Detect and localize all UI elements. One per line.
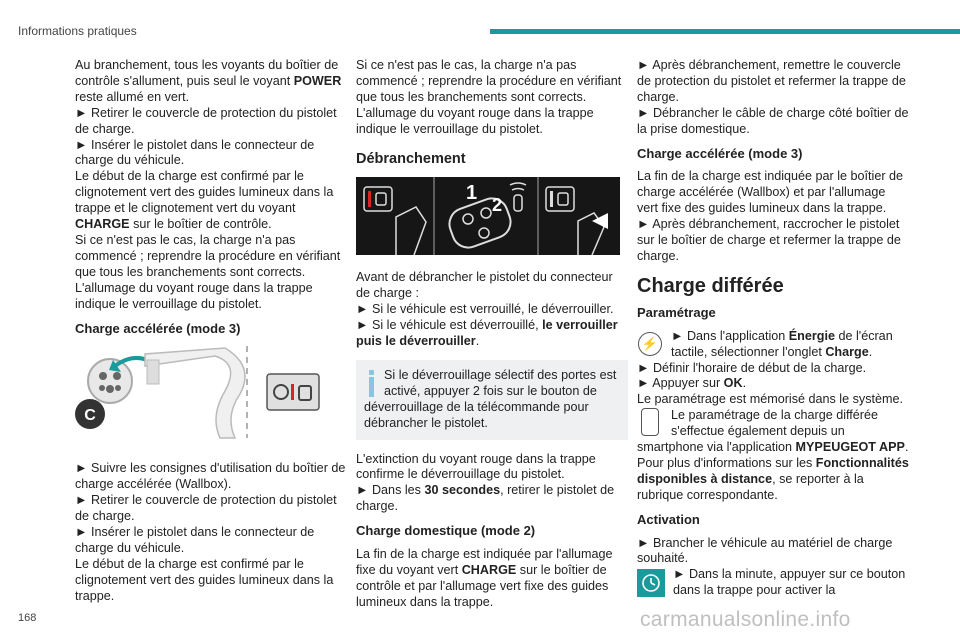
heading-debranchement: Débranchement [356, 150, 466, 167]
figure-unplug-steps [356, 177, 628, 260]
paragraph: Avant de débrancher le pistolet du connecteur de charge : [356, 270, 613, 301]
paragraph: La fin de la charge est indiquée par l'allumage fixe du voyant vert CHARGE sur le boîtier de contrôle et par l'allumage vert fixe des guides lumineux dans la trappe. [356, 547, 613, 609]
paragraph: ► Après débranchement, raccrocher le pistolet sur le boîtier de charge et refermer la trappe de charge. [637, 217, 901, 263]
energy-instruction: ⚡ ► Dans l'application Énergie de l'écran tactile, sélectionner l'onglet Charge. [637, 329, 909, 361]
paragraph: ► Brancher le véhicule au matériel de charge souhaité. [637, 535, 893, 566]
paragraph: ► Dans les 30 secondes, retirer le pistolet de charge. [356, 483, 615, 514]
paragraph: Le début de la charge est confirmé par le clignotement vert des guides lumineux dans la trappe et le clignotement vert du voyant CHARGE sur le boîtier de contrôle. [75, 169, 334, 232]
paragraph: L'allumage du voyant rouge dans la trappe indique le verrouillage du pistolet. [356, 105, 594, 136]
paragraph: Si ce n'est pas le cas, la charge n'a pas commencé ; reprendre la procédure en vérifiant que tous les branchements sont corrects. [75, 232, 341, 279]
paragraph: ► Débrancher le câble de charge côté boîtier de la prise domestique. [637, 105, 909, 136]
running-header: Informations pratiques [18, 24, 137, 38]
smartphone-instruction: Le paramétrage de la charge différée s'effectue également depuis un smartphone via l'application MYPEUGEOT APP. [637, 408, 909, 455]
heading-charge-differee: Charge différée [637, 274, 784, 297]
paragraph: Le début de la charge est confirmé par le clignotement vert des guides lumineux dans la trappe. [75, 556, 334, 603]
figure-callout-c: C [84, 407, 96, 425]
paragraph: Pour plus d'informations sur les Fonctionnalités disponibles à distance, se reporter à la rubrique correspondante. [637, 455, 909, 502]
paragraph: L'extinction du voyant rouge dans la trappe confirme le déverrouillage du pistolet. [356, 451, 596, 482]
page-number: 168 [18, 612, 37, 624]
paragraph: La fin de la charge est indiquée par le boîtier de charge accélérée (Wallbox) et par l'allumage vert fixe des guides lumineux dans la trappe. [637, 169, 904, 216]
paragraph: ► Si le véhicule est verrouillé, le déverrouiller. [356, 302, 614, 317]
info-icon [364, 368, 380, 398]
heading-mode3: Charge accélérée (mode 3) [637, 145, 803, 161]
watermark: carmanualsonline.info [640, 608, 851, 631]
paragraph: ► Après débranchement, remettre le couvercle de protection du pistolet et refermer la trappe de charge. [637, 58, 906, 104]
paragraph: Au branchement, tous les voyants du boîtier de contrôle s'allument, puis seul le voyant POWER reste allumé en vert. [75, 58, 342, 104]
paragraph: ► Insérer le pistolet dans le connecteur de charge du véhicule. [75, 137, 315, 168]
heading-mode2: Charge domestique (mode 2) [356, 523, 536, 539]
paragraph: ► Définir l'horaire de début de la charge. [637, 360, 867, 375]
paragraph: ► Appuyer sur OK. [637, 376, 747, 391]
header-accent-bar [490, 29, 960, 34]
paragraph: Le paramétrage est mémorisé dans le système. [637, 392, 903, 407]
figure-step-1: 1 [466, 182, 478, 205]
paragraph: ► Insérer le pistolet dans le connecteur de charge du véhicule. [75, 524, 315, 555]
paragraph: ► Suivre les consignes d'utilisation du boîtier de charge accélérée (Wallbox). [75, 461, 346, 492]
column-2 [356, 58, 628, 611]
info-note: Si le déverrouillage sélectif des portes est activé, appuyer 2 fois sur le bouton de déverrouillage de la télécommande pour débrancher le pistolet. [356, 360, 628, 440]
heading-mode3: Charge accélérée (mode 3) [75, 320, 241, 336]
paragraph: ► Si le véhicule est déverrouillé, le verrouiller puis le déverrouiller. [356, 318, 618, 348]
smartphone-icon [641, 408, 659, 436]
column-1 [75, 58, 347, 604]
paragraph: ► Retirer le couvercle de protection du pistolet de charge. [75, 105, 337, 136]
energy-icon: ⚡ [637, 331, 663, 357]
column-3 [637, 58, 909, 599]
charge-button-icon [637, 569, 665, 597]
figure-step-2: 2 [492, 195, 503, 216]
paragraph: Si ce n'est pas le cas, la charge n'a pas commencé ; reprendre la procédure en vérifiant que tous les branchements sont corrects. [356, 58, 622, 104]
heading-activation: Activation [637, 511, 700, 527]
figure-wallbox-plug [75, 346, 347, 451]
paragraph: L'allumage du voyant rouge dans la trappe indique le verrouillage du pistolet. [75, 280, 313, 311]
button-instruction: ► Dans la minute, appuyer sur ce bouton dans la trappe pour activer la [637, 567, 909, 599]
paragraph: ► Retirer le couvercle de protection du pistolet de charge. [75, 493, 337, 524]
heading-parametrage: Paramétrage [637, 304, 716, 320]
